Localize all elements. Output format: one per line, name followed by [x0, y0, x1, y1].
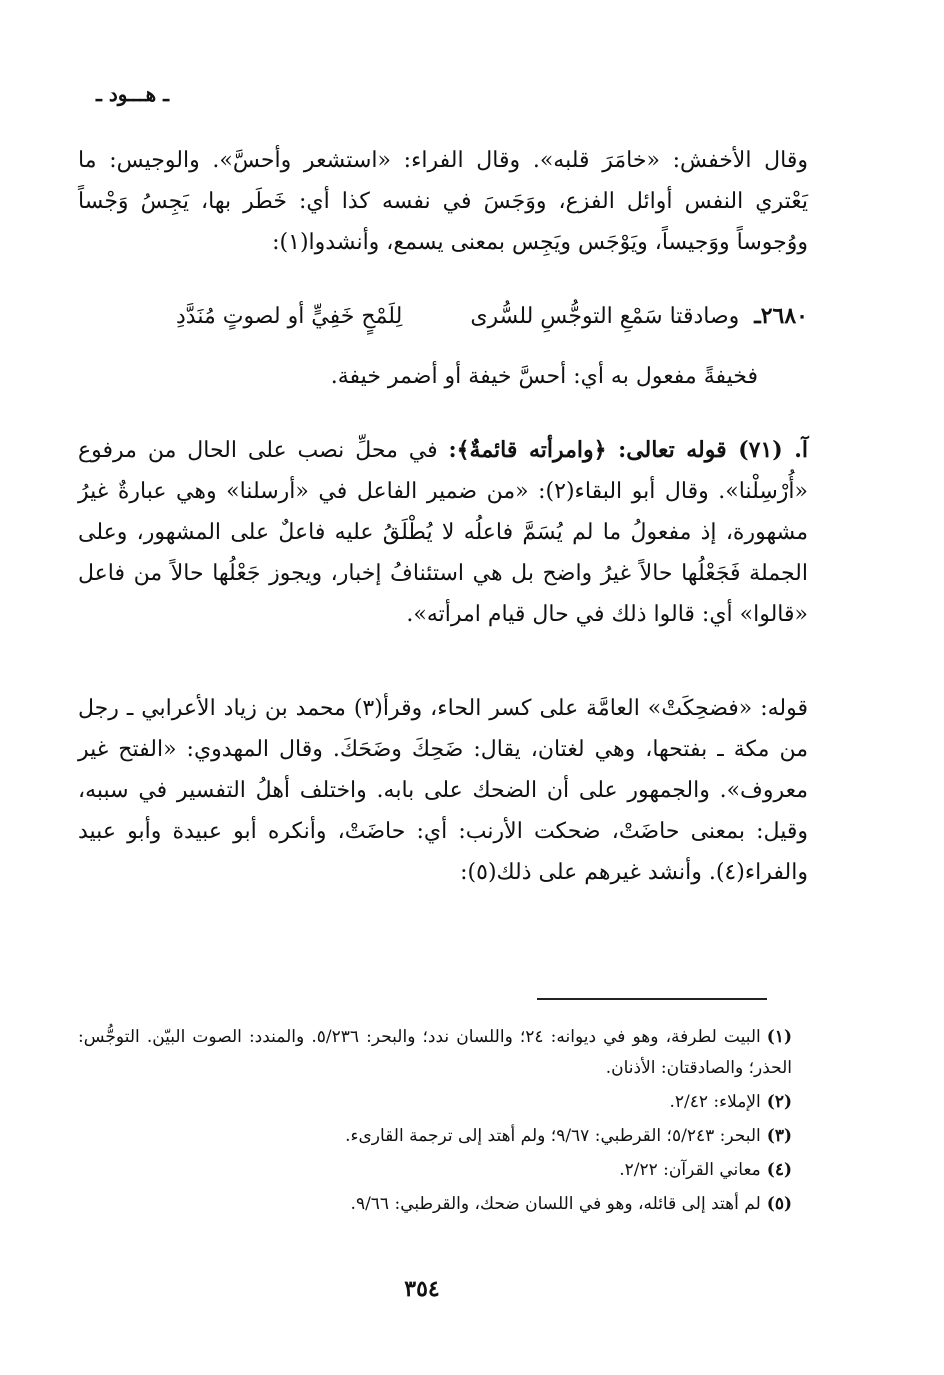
footnote: [78, 1155, 792, 1186]
footnote: [78, 1189, 792, 1220]
verse-hemistich-2: لِلَمْحٍ خَفِيٍّ أو لصوتٍ مُنَدَّدِ: [175, 304, 403, 329]
footnote-text: الإملاء: ٢/٤٢.: [669, 1092, 761, 1112]
footnote-mark: (١): [766, 1027, 792, 1047]
footnote-text: معاني القرآن: ٢/٢٢.: [619, 1160, 761, 1180]
paragraph-2-text: في محلِّ نصب على الحال من مرفوع «أُرْسِلْنا». وقال أبو البقاء(٢): «من ضمير الفاعل في «أرسلنا» وهي عبارةٌ غيرُ مشهورة، إذ مفعولُ ما لم يُسَمَّ فاعلُه لا يُطْلَقُ عليه فاعلٌ على المشهور، وعلى الجملة فَجَعْلُها حالاً غيرُ واضح بل هي استئنافُ إخبار، ويجوز جَعْلُها حالاً من فاعل «قالوا» أي: قالوا ذلك في حال قيام امرأته».: [78, 438, 809, 627]
footnote: [78, 1022, 792, 1084]
verse-line: [78, 296, 808, 337]
verse-explanation: فخيفةً مفعول به أي: أحسَّ خيفة أو أضمر خيفة.: [330, 364, 758, 389]
paragraph-2: [78, 430, 808, 635]
footnote-mark: (٥): [766, 1194, 792, 1214]
footnote-text: لم أهتد إلى قائله، وهو في اللسان ضحك، والقرطبي: ٩/٦٦.: [350, 1194, 761, 1214]
footnote-separator: [537, 998, 767, 1000]
verse-hemistich-1: وصادقتا سَمْعِ التوجُّسِ للسُّرى: [470, 304, 740, 329]
footnote-text: البحر: ٥/٢٤٣؛ القرطبي: ٩/٦٧؛ ولم أهتد إلى ترجمة القارىء.: [345, 1126, 761, 1146]
footnote-mark: (٣): [766, 1126, 792, 1146]
page-number: ٣٥٤: [404, 1276, 440, 1302]
quran-verse-heading: آ. (٧١) قوله تعالى: ﴿وامرأته قائمةٌ﴾:: [448, 437, 809, 463]
verse-number: ٢٦٨٠ـ: [754, 303, 808, 329]
footnote: [78, 1087, 792, 1118]
paragraph-1: وقال الأخفش: «خامَرَ قلبه». وقال الفراء: «استشعر وأحسَّ». والوجيس: ما يَعْتري النفس أوائل الفزع، ووَجَسَ في نفسه كذا أي: خَطَر بها، يَجِسُ وَجْساً ووُجوساً ووَجيساً، ويَوْجَس ويَجِس بمعنى يسمع، وأنشدوا(١):: [78, 148, 808, 255]
running-header: ـ هـــود ـ: [96, 82, 170, 106]
footnote: [78, 1121, 792, 1152]
footnotes: [78, 1022, 792, 1223]
paragraph-3: قوله: «فضحِكَتْ» العامَّة على كسر الحاء، وقرأ(٣) محمد بن زياد الأعرابي ـ رجل من مكة ـ بفتحها، وهي لغتان، يقال: ضَحِكَ وضَحَكَ. وقال المهدوي: «الفتح غير معروف». والجمهور على أن الضحك على بابه. واختلف أهلُ التفسير في سببه، وقيل: بمعنى حاضَتْ، ضحكت الأرنب: أي: حاضَتْ، وأنكره أبو عبيدة وأبو عبيد والفراء(٤). وأنشد غيرهم على ذلك(٥):: [78, 696, 808, 885]
footnote-mark: (٤): [766, 1160, 792, 1180]
footnote-mark: (٢): [766, 1092, 792, 1112]
footnote-text: البيت لطرفة، وهو في ديوانه: ٢٤؛ واللسان ندد؛ والبحر: ٥/٢٣٦. والمندد: الصوت البيّن. التوجُّس: الحذر؛ والصادقتان: الأذنان.: [78, 1027, 792, 1078]
